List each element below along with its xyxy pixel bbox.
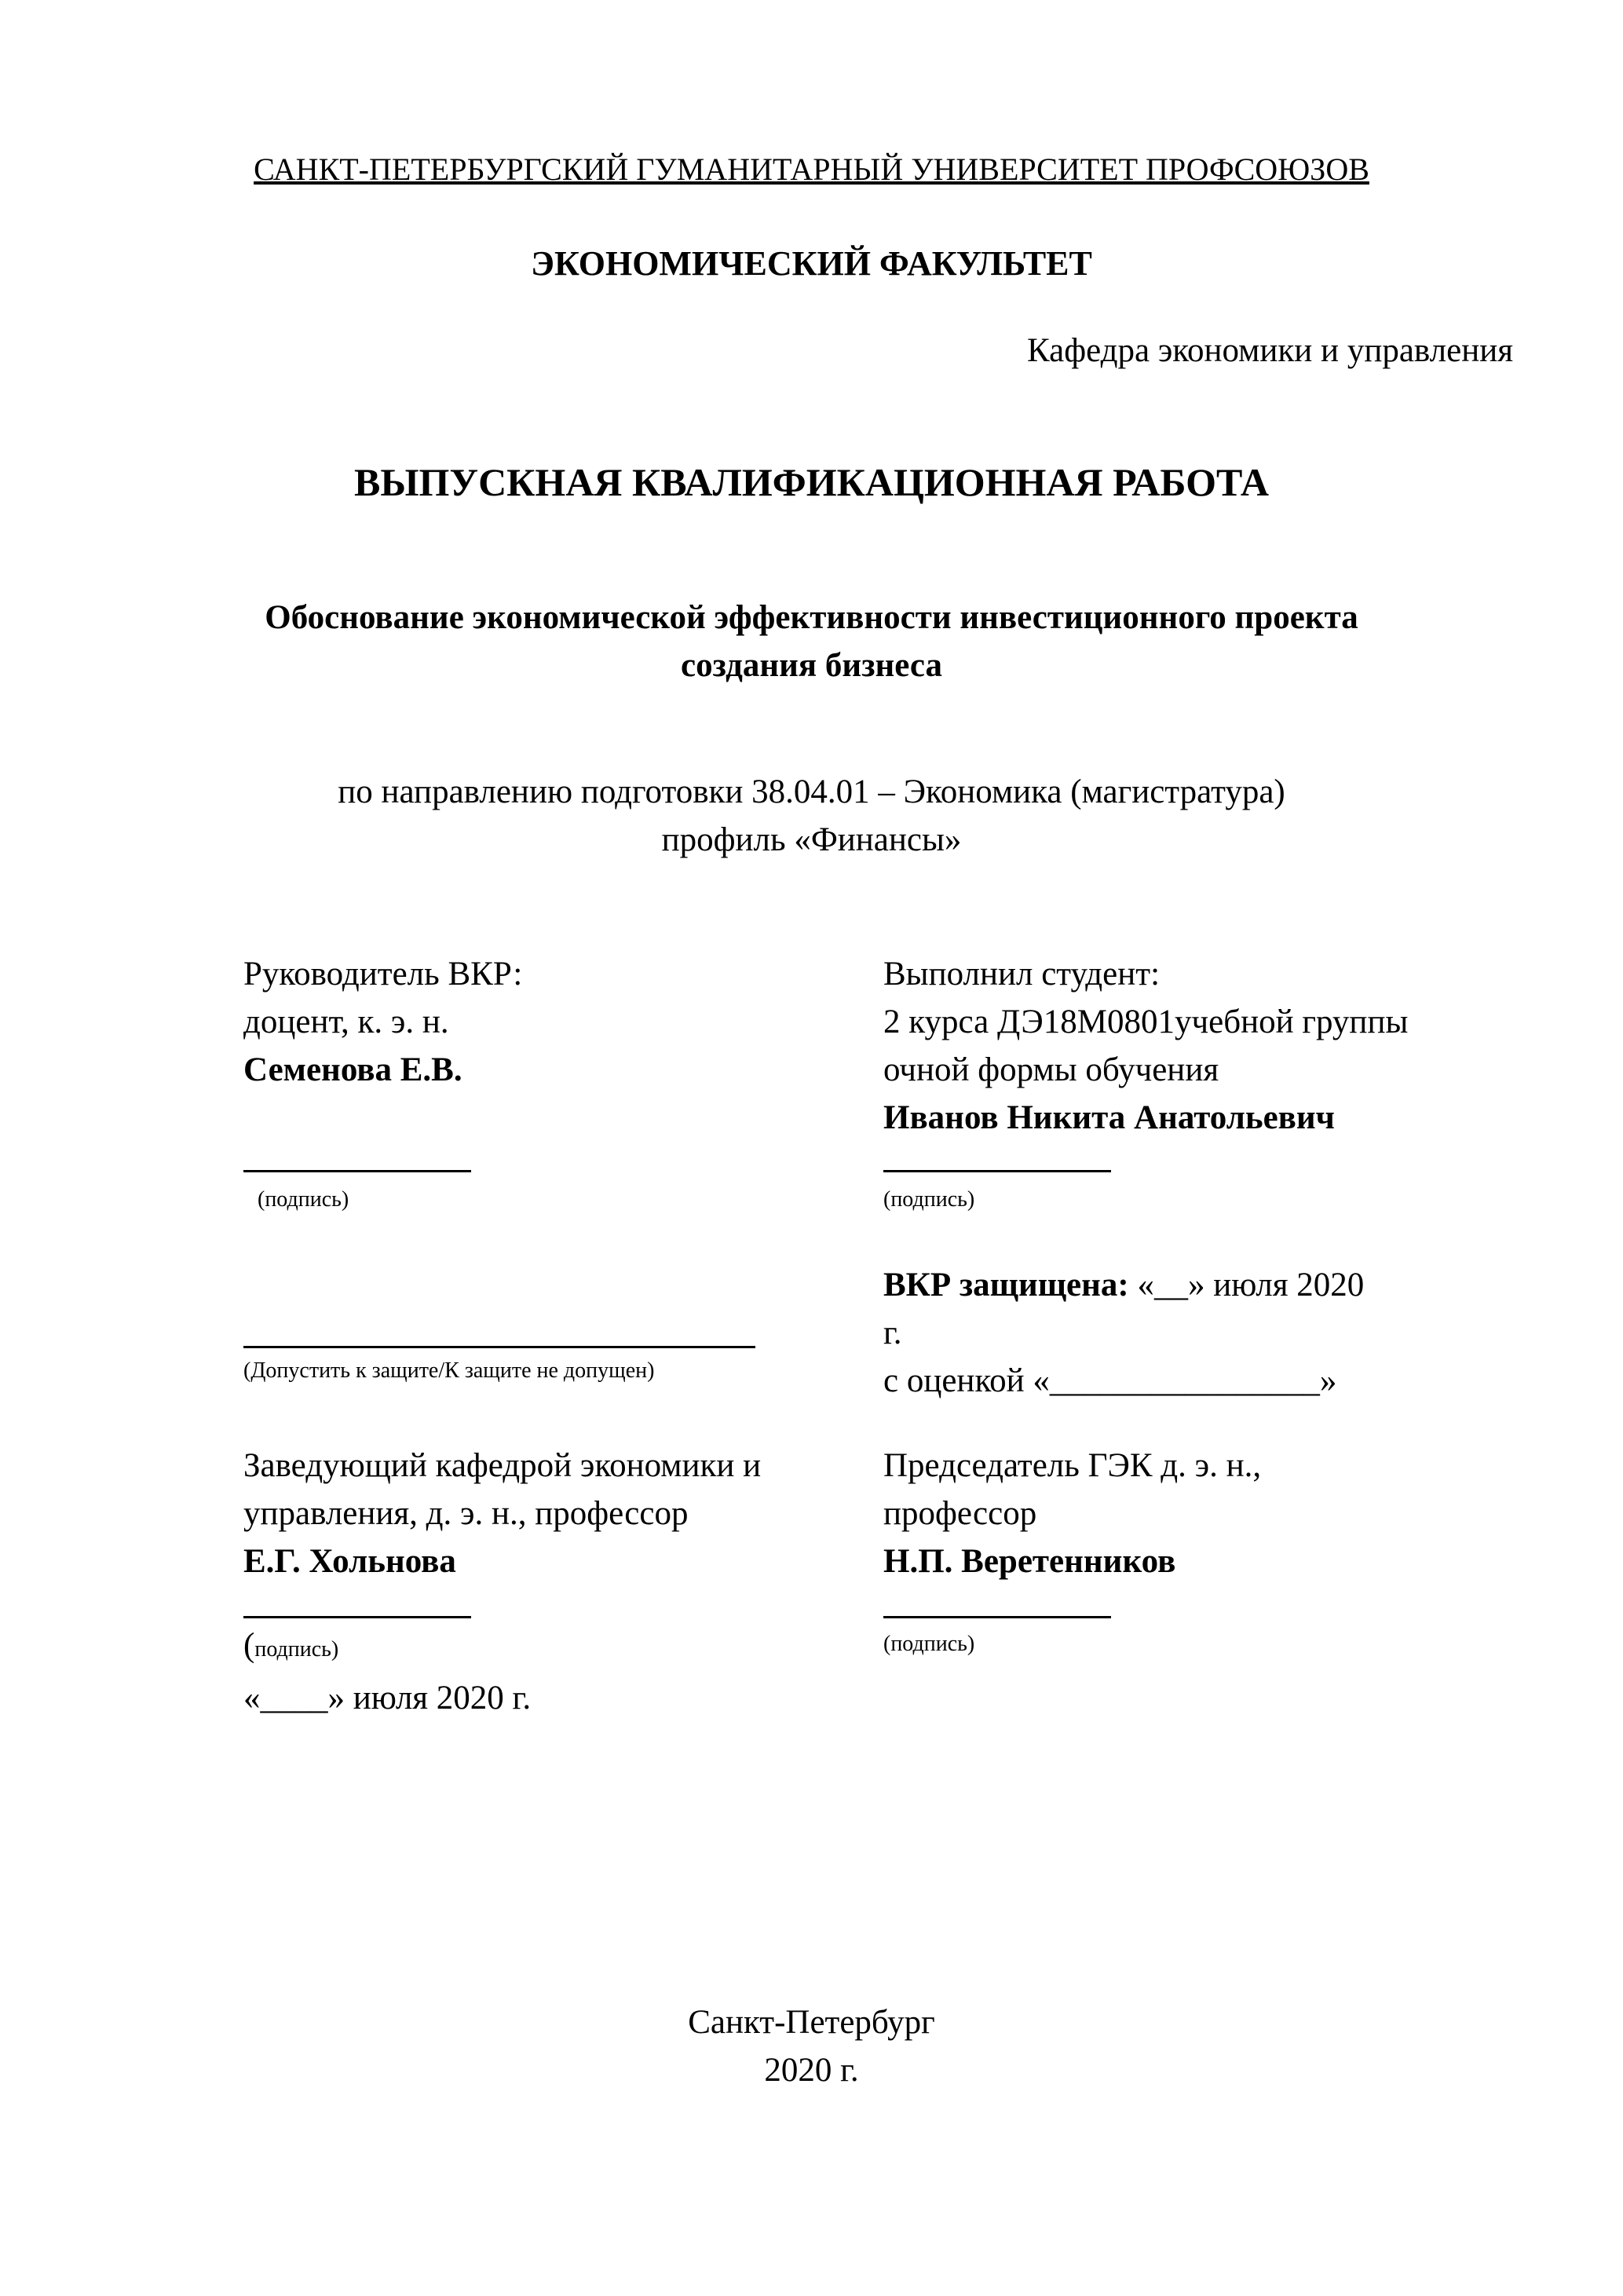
- university-name: САНКТ-ПЕТЕРБУРГСКИЙ ГУМАНИТАРНЫЙ УНИВЕРСИТЕТ ПРОФСОЮЗОВ: [254, 152, 1369, 187]
- student-block: [883, 950, 1512, 1142]
- defense-block: [883, 1261, 1512, 1405]
- supervisor-signature-line: [243, 1170, 471, 1172]
- defense-year-suffix: г.: [883, 1314, 902, 1351]
- chairman-line-2: профессор: [883, 1495, 1037, 1532]
- footer: [0, 1998, 1623, 2094]
- supervisor-signature-caption: (подпись): [258, 1187, 349, 1212]
- admission-caption: (Допустить к защите/К защите не допущен): [243, 1358, 655, 1383]
- defense-date: «__» июля 2020: [1128, 1267, 1365, 1303]
- footer-city: Санкт-Петербург: [688, 2004, 935, 2041]
- work-topic-line-2: создания бизнеса: [681, 647, 942, 684]
- department-name: Кафедра экономики и управления: [1027, 332, 1513, 369]
- student-group: 2 курса ДЭ18М0801учебной группы: [883, 1004, 1409, 1040]
- study-direction: [0, 768, 1623, 864]
- footer-year: 2020 г.: [764, 2052, 859, 2089]
- chairman-name: Н.П. Веретенников: [883, 1543, 1176, 1580]
- head-of-department-signature-line: [243, 1616, 471, 1618]
- student-signature-caption: (подпись): [883, 1187, 975, 1212]
- supervisor-position: доцент, к. э. н.: [243, 1004, 449, 1040]
- faculty-name: ЭКОНОМИЧЕСКИЙ ФАКУЛЬТЕТ: [531, 244, 1092, 283]
- head-of-department-date: «____» июля 2020 г.: [243, 1680, 532, 1717]
- student-label: Выполнил студент:: [883, 956, 1161, 993]
- defense-grade: с оценкой «________________»: [883, 1362, 1337, 1399]
- chairman-line-1: Председатель ГЭК д. э. н.,: [883, 1447, 1262, 1484]
- head-of-department-signature-caption: (подпись): [243, 1627, 339, 1664]
- student-study-form: очной формы обучения: [883, 1051, 1219, 1088]
- study-direction-line-1: по направлению подготовки 38.04.01 – Экономика (магистратура): [338, 773, 1285, 810]
- defense-date-row: [883, 1261, 1512, 1309]
- supervisor-label: Руководитель ВКР:: [243, 956, 523, 993]
- work-topic: [0, 594, 1623, 689]
- supervisor-block: [243, 950, 856, 1094]
- defense-label: ВКР защищена:: [883, 1267, 1129, 1303]
- chairman-signature-caption: (подпись): [883, 1632, 975, 1656]
- head-of-department-name: Е.Г. Хольнова: [243, 1543, 456, 1580]
- head-of-department-line-2: управления, д. э. н., профессор: [243, 1495, 689, 1532]
- head-of-department-line-1: Заведующий кафедрой экономики и: [243, 1447, 762, 1484]
- chairman-signature-line: [883, 1616, 1111, 1618]
- study-profile: профиль «Финансы»: [661, 821, 962, 858]
- head-of-department-block: [243, 1442, 856, 1585]
- chairman-block: [883, 1442, 1512, 1585]
- admission-line: [243, 1346, 755, 1348]
- work-topic-line-1: Обоснование экономической эффективности инвестиционного проекта: [265, 599, 1358, 636]
- student-signature-line: [883, 1170, 1111, 1172]
- student-name: Иванов Никита Анатольевич: [883, 1099, 1335, 1136]
- work-type-heading: ВЫПУСКНАЯ КВАЛИФИКАЦИОННАЯ РАБОТА: [354, 460, 1269, 504]
- supervisor-name: Семенова Е.В.: [243, 1051, 462, 1088]
